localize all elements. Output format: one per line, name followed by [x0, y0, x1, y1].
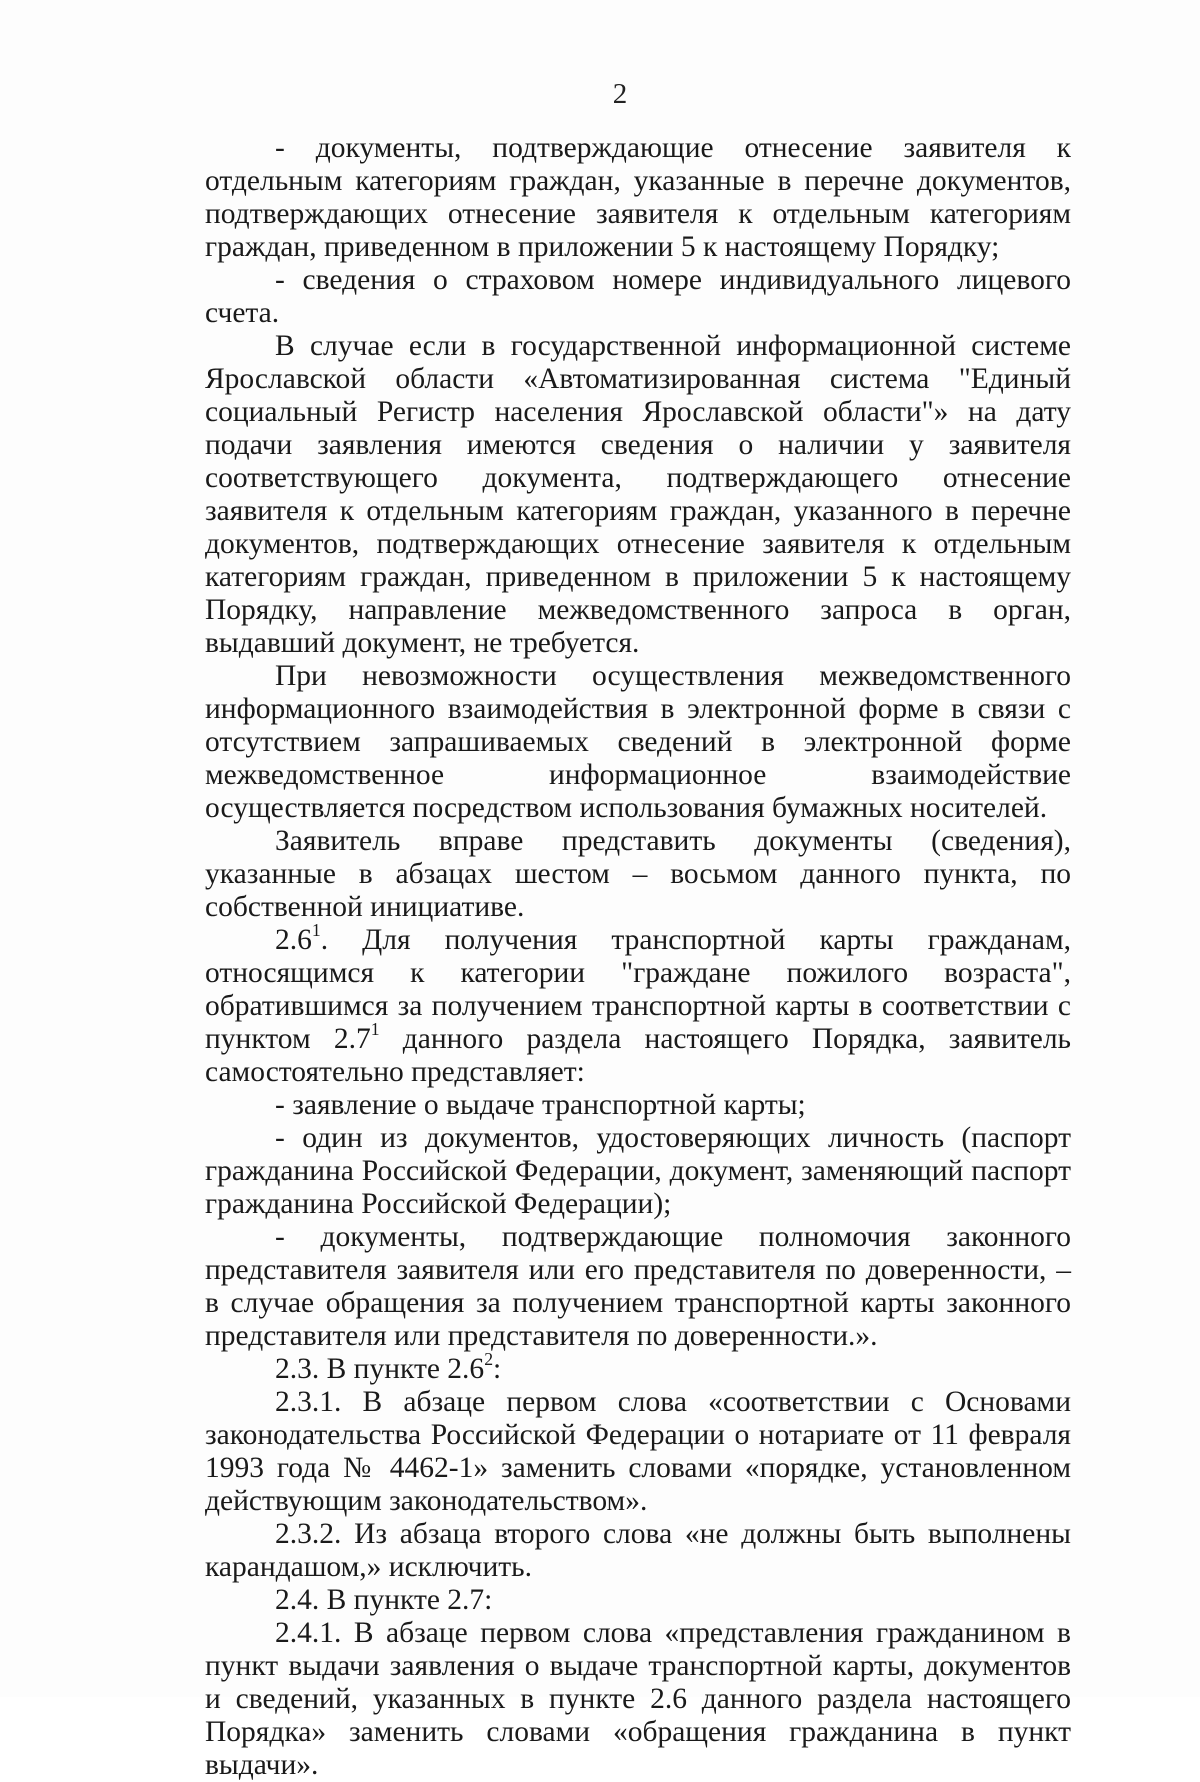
paragraph-text: данного раздела настоящего Порядка, заявитель самостоятельно представляет:: [205, 1023, 1071, 1088]
paragraph: - сведения о страховом номере индивидуального лицевого счета.: [205, 264, 1071, 329]
paragraph: Заявитель вправе представить документы (сведения), указанные в абзацах шестом – восьмом данного пункта, по собственной инициативе.: [205, 825, 1071, 923]
paragraph: 2.4.1. В абзаце первом слова «представления гражданином в пункт выдачи заявления о выдаче транспортной карты, документов и сведений, указанных в пункте 2.6 данного раздела настоящего Порядка» заменить словами «обращения гражданина в пункт выдачи».: [205, 1617, 1071, 1781]
paragraph-text: . Для получения транспортной карты гражданам, относящимся к категории "граждане пожилого возраста", обратившимся за получением транспортной карты в соответствии с пунктом 2.7: [205, 924, 1071, 1055]
page-number: 2: [612, 78, 628, 110]
paragraph: - заявление о выдаче транспортной карты;: [275, 1089, 806, 1121]
paragraph: 2.3.2. Из абзаца второго слова «не должны быть выполнены карандашом,» исключить.: [205, 1518, 1071, 1583]
paragraph: - один из документов, удостоверяющих личность (паспорт гражданина Российской Федерации, документ, заменяющий паспорт гражданина Российской Федерации);: [205, 1122, 1071, 1220]
paragraph: - документы, подтверждающие отнесение заявителя к отдельным категориям граждан, указанные в перечне документов, подтверждающих отнесение заявителя к отдельным категориям граждан, приведенном в приложении 5 к настоящему Порядку;: [205, 132, 1071, 263]
paragraph-text: :: [493, 1353, 502, 1385]
document-body: [205, 132, 1071, 1782]
superscript: 1: [311, 920, 321, 941]
paragraph: В случае если в государственной информационной системе Ярославской области «Автоматизированная система "Единый социальный Регистр населения Ярославской области"» на дату подачи заявления имеются сведения о наличии у заявителя соответствующего документа, подтверждающего отнесение заявителя к отдельным категориям граждан, указанного в перечне документов, подтверждающих отнесение заявителя к отдельным категориям граждан, приведенном в приложении 5 к настоящему Порядку, направление межведомственного запроса в орган, выдавший документ, не требуется.: [205, 330, 1071, 659]
superscript: 1: [370, 1019, 380, 1040]
paragraph-text: 2.6: [275, 924, 312, 956]
paragraph-2-6-1: [205, 920, 1071, 1089]
paragraph-2-3: [205, 1349, 1071, 1386]
paragraph: - документы, подтверждающие полномочия законного представителя заявителя или его представителя по доверенности, – в случае обращения за получением транспортной карты законного представителя или представителя по доверенности.».: [205, 1221, 1071, 1352]
paragraph: 2.3.1. В абзаце первом слова «соответствии с Основами законодательства Российской Федерации о нотариате от 11 февраля 1993 года № 4462-1» заменить словами «порядке, установленном действующим законодательством».: [205, 1386, 1071, 1517]
paragraph-text: 2.3. В пункте 2.6: [275, 1353, 485, 1385]
paragraph: 2.4. В пункте 2.7:: [275, 1584, 493, 1616]
superscript: 2: [484, 1349, 494, 1370]
paragraph: При невозможности осуществления межведомственного информационного взаимодействия в электронной форме в связи с отсутствием запрашиваемых сведений в электронной форме межведомственное информационное взаимодействие осуществляется посредством использования бумажных носителей.: [205, 660, 1071, 824]
